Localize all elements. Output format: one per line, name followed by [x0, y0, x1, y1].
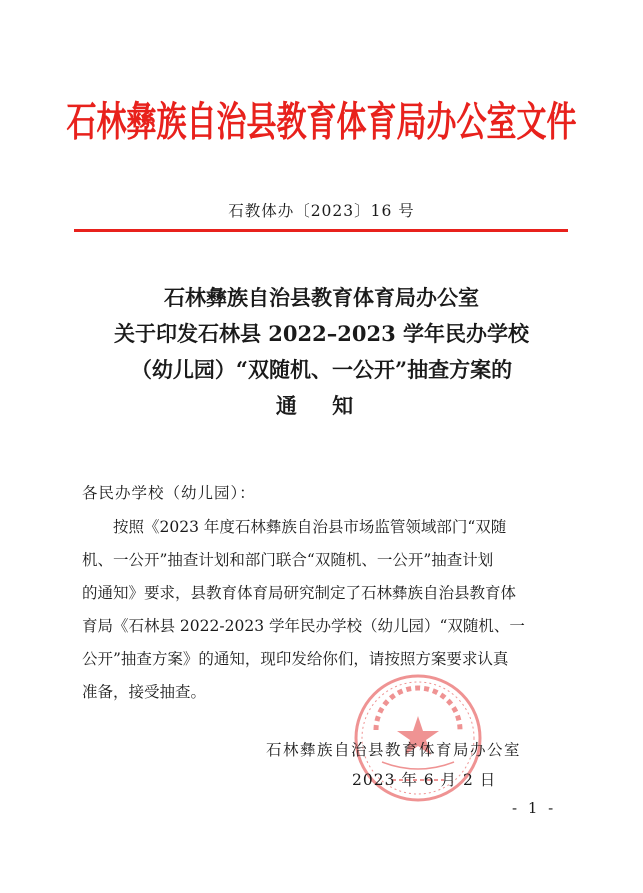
document-number: 石教体办〔2023〕16 号 [228, 202, 415, 220]
addressee: 各民办学校（幼儿园）： [82, 484, 256, 502]
notice-title-line-2: 关于印发石林县 2022–2023 学年民办学校 [113, 321, 529, 346]
notice-title-line-3: （幼儿园）“双随机、一公开”抽查方案的 [130, 357, 513, 382]
document-header-title: 石林彝族自治县教育体育局办公室文件 [66, 98, 577, 147]
page-number: - 1 - [512, 799, 557, 817]
body-paragraph [82, 511, 572, 709]
notice-title-line-4: 通 知 [275, 393, 368, 418]
body-line: 机、一公开”抽查计划和部门联合“双随机、一公开”抽查计划 [82, 551, 494, 569]
signature-date: 2023 年 6 月 2 日 [352, 771, 497, 789]
notice-title-line-1: 石林彝族自治县教育体育局办公室 [164, 285, 479, 310]
notice-title [0, 280, 643, 424]
body-line: 准备，接受抽查。 [82, 683, 207, 701]
body-line: 公开”抽查方案》的通知，现印发给你们，请按照方案要求认真 [82, 650, 509, 668]
signature-organization: 石林彝族自治县教育体育局办公室 [266, 741, 522, 759]
body-line: 育局《石林县 2022-2023 学年民办学校（幼儿园）“双随机、一 [82, 617, 525, 635]
body-line: 按照《2023 年度石林彝族自治县市场监管领域部门“双随 [113, 518, 507, 536]
body-line: 的通知》要求，县教育体育局研究制定了石林彝族自治县教育体 [82, 584, 517, 602]
red-separator-line [74, 229, 568, 232]
